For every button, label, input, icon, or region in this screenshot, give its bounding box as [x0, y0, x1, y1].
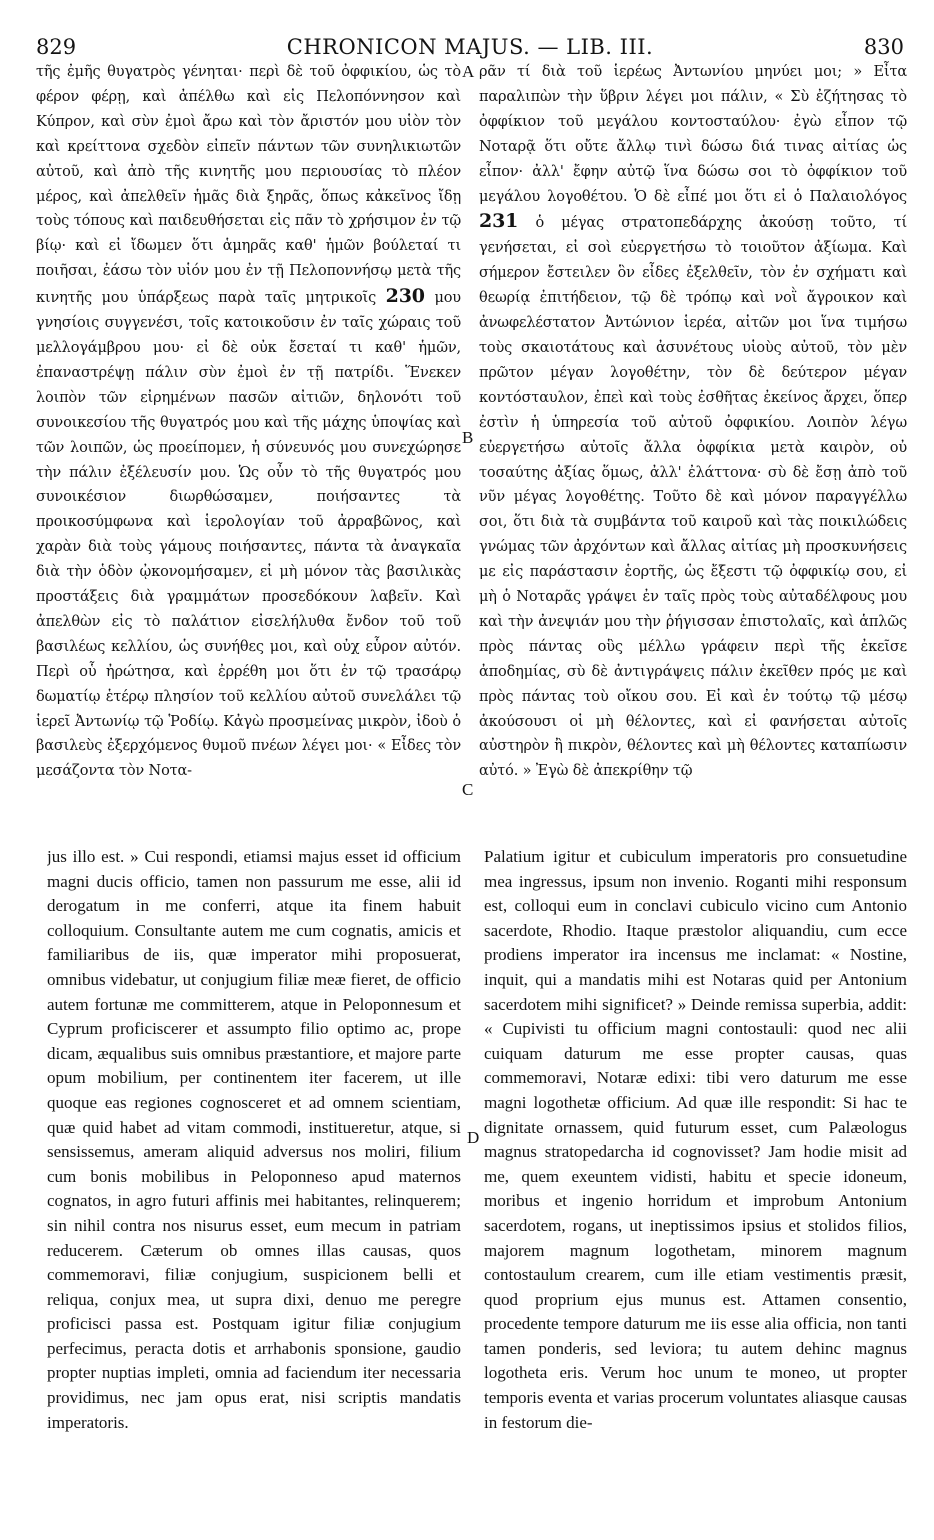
margin-letter-c: C — [462, 780, 474, 799]
latin-left-paragraph: jus illo est. » Cui respondi, etiamsi majus esset id officium magni ducis officio, tamen non passurum me esse, alii id derogatum in me conferri, atque ita finem habuit colloquium. Consultante autem me cum cognatis, amicis et familiaribus de iis, quæ imperator mihi proposuerat, omnibus videbatur, ut conjugium filiæ meæ fieret, de officio autem fortunæ me committerem, atque in Peloponnesum et Cyprum proficiscerer et assumpto filio optimo ac, prope dicam, æqualibus suis omnibus præstantiore, et majore parte opum mobilium, per continentem iter facerem, ut ille quoque eas regiones cognosceret et ad omnem scientiam, quæ quid habet ad vitam commodi, institueretur, atque, si sensissemus, ameram aliquid adversus nos moliri, filium cum bonis mobilibus in Peloponneso apud maternos cognatos, in agro futuri affinis mei habitantes, relinquerem; sin nihil contra nos nisurus esset, eum mecum in patriam reducerem. Cæterum ob omnes illas causas, quos commemoravi, filiæ conjugium, suspicionem belli et reliqua, conjux mea, ut supra dixi, denuo me peregre proficisci passa est. Postquam igitur filiæ conjugium perfecimus, peracta dotis et arrhabonis sponsione, gaudio propter nuptias impleti, omnia ad faciendum iter necessaria providimus, nec jam opus erat, nisi scriptis mandatis imperatoris. — [47, 847, 461, 1432]
latin-text-left-column — [47, 845, 461, 1497]
margin-letter-b: B — [462, 428, 474, 447]
column-number-231: 231 — [479, 210, 519, 233]
greek-right-paragraph — [479, 60, 907, 784]
greek-text-left-column — [36, 60, 461, 830]
margin-letter-d: D — [467, 1128, 480, 1147]
greek-left-text-2: μου γνησίοις συγγενέσι, τοῖς κατοικοῦσιν ἐν ταῖς χώραις τοῦ μελλογάμβρου μου· εἰ δὲ οὐκ ἔσεταί τι καθ' ἡμῶν, ἐπαναστρέψῃ πάλιν σὺν ἐμοὶ ἐν τῇ πατρίδι. Ἕνεκεν λοιπὸν τῶν εἰρημένων πασῶν αἰτιῶν, δηλονότι τοῦ συνοικεσίου τῆς θυγατρός μου καὶ τῆς μάχης ὑποψίας καὶ τῶν λοιπῶν, ὡς προείπομεν, ἡ σύνευνός μου συνεχώρησε τὴν πάλιν ἐξέλευσίν μου. Ὡς οὖν τὸ τῆς θυγατρός μου συνοικέσιον διωρθώσαμεν, ποιήσαντες τὰ προικοσύμφωνα καὶ ἱερολογίαν τοῦ ἀρραβῶνος, καὶ χαρὰν διὰ τοὺς γάμους ποιήσαντες, πάντα τὰ ἀναγκαῖα διὰ τὴν ὁδὸν ᾠκονομήσαμεν, εἰ μὴ μόνον τὰς βασιλικὰς προστάξεις διὰ γραμμάτων προσεδόκουν λαβεῖν. Καὶ ἀπελθὼν εἰς τὸ παλάτιον εἰσελήλυθα ἔνδον τοῦ τοῦ βασιλέως κελλίου, ὡς συνήθες μοι, καὶ οὐχ εὗρον αὐτόν. Περὶ οὗ ἠρώτησα, καὶ ἐρρέθη μοι ὅτι ἐν τῷ τρασάρῳ δωματίῳ ἑτέρῳ πλησίον τοῦ κελλίου αὐτοῦ συνελάλει τῷ ἱερεῖ Ἀντωνίῳ τῷ Ῥοδίῳ. Κἀγὼ προσμείνας μικρὸν, ἰδοὺ ὁ βασιλεὺς ἐξερχόμενος θυμοῦ πνέων λέγει μοι· « Εἶδες τὸν μεσάζοντα τὸν Νοτα- — [36, 290, 461, 780]
greek-left-paragraph — [36, 60, 461, 784]
greek-text-right-column — [479, 60, 907, 830]
latin-text-right-column — [484, 845, 907, 1497]
column-number-230: 230 — [385, 285, 425, 308]
greek-left-text-1: τῆς ἐμῆς θυγατρὸς γένηται· περὶ δὲ τοῦ ὀφφικίου, ὡς τὸ φέρον φέρῃ, καὶ ἀπέλθω καὶ εἰς Πελοπόννησον καὶ Κύπρον, καὶ σὺν ἐμοὶ ἄρω καὶ τὸν ἄριστόν μου υἱὸν τὸν καὶ κρείττονα σχεδὸν εἰπεῖν πάντων τῶν συνηλικιωτῶν αὐτοῦ, καὶ ἀπὸ τῆς κινητῆς μου περιουσίας τὸ πλέον μέρος, καὶ ἀπελθεῖν ἡμᾶς διὰ ξηρᾶς, ὅπως κἀκεῖνος ἴδῃ τοὺς τόπους καὶ παιδευθήσεται εἰς πᾶν τὸ χρήσιμον ἐν τῷ βίῳ· καὶ εἰ ἴδωμεν ὅτι ἁμηρᾶς καθ' ἡμῶν βούλεταί τι ποιῆσαι, ἐάσω τὸν υἱόν μου ἐν τῇ Πελοποννήσῳ μετὰ τῆς κινητῆς μου ὑπάρξεως παρὰ ταῖς μητρικοῖς — [36, 64, 461, 307]
greek-right-text-2: ὁ μέγας στρατοπεδάρχης ἀκούσῃ τοῦτο, τί γενήσεται, εἰ σοὶ εὐεργετήσω τὸ τοιοῦτον ἀξίωμα. Καὶ σήμερον ἔστειλεν ὃν εἶδες ἐξελθεῖν, τὸν ἐν σχήματι καὶ θεωρίᾳ ἐπιτήδειον, τῷ δὲ τρόπῳ καὶ νοῒ ἄγροικον καὶ ἀνωφελέστατον Ἀντώνιον ἱερέα, αἰτῶν μοι ἵνα τιμήσω τοὺς σκαιοτάτους καὶ ἀσυνέτους υἱοὺς αὐτοῦ, τὸν μὲν πρῶτον μέγαν λογοθέτην, τὸν δὲ δεύτερον μέγαν κοντόσταυλον, ἐπεὶ καὶ τοὺς ἐσθῆτας ἐκείνος ἄρχει, ὅπερ ἐστὶν ἡ ὑπηρεσία τοῦ αὐτοῦ ὀφφικίου. Λοιπὸν λέγω εὐεργετήσω αὐτοῖς ἄλλα ὀφφίκια μετὰ καιρὸν, οὐ τοσαύτης ἀξίας ὅμως, ἀλλ' ἐλάττονα· σὺ δὲ ἔσῃ ἀπὸ τοῦ νῦν μέγας λογοθέτης. Τοῦτο δὲ καὶ μόνον παραγγέλλω σοι, ὅτι διὰ τὰ συμβάντα τοῦ καιροῦ καὶ τὰς ποικιλώδεις γνώμας τῶν ἀρχόντων καὶ ἄλλας αἰτίας μὴ προσκυνήσεις με εἰς παράστασιν ἑορτῆς, ὡς ἔξεστι τῷ ὀφφικίῳ σου, εἰ μὴ ὁ Νοταρᾶς γράψει ἐν ταῖς πρὸς τοὺς αὐταδέλφους μου καὶ τὴν ἀνεψιάν μου τὴν ῥήγισσαν ἐπιστολαῖς, καὶ ἁπλῶς πρὸς πάντας οὓς μέλλω γράφειν περὶ τῆς ἐκεῖσε ἀποδημίας, σὺ δὲ ἀντιγράψεις πάλιν ἐκεῖθεν πρός με καὶ πρὸς πάντας τοὺ οἴκου σου. Εἰ καὶ ἐν τούτῳ τῷ μέσῳ ἀκούσουσι οἱ μὴ θέλοντες, καὶ εἰ φανήσεται αὐτοῖς αὐστηρὸν ἢ πικρὸν, θέλοντες καὶ μὴ θέλοντες καταπίωσιν αὐτό. » Ἐγὼ δὲ ἀπεκρίθην τῷ — [479, 215, 907, 780]
page-number-right: 830 — [863, 35, 904, 59]
margin-letter-a: A — [462, 62, 475, 81]
page-number-left: 829 — [36, 35, 77, 59]
greek-right-text-1: ρᾶν τί διὰ τοῦ ἱερέως Ἀντωνίου μηνύει μοι; » Εἶτα παραλιπὼν τὴν ὕβριν λέγει μοι πάλιν, « Σὺ ἐζήτησας τὸ ὀφφίκιον τοῦ μεγάλου κοντοσταύλου· ἐγὼ εἶπον τῷ Νοταρᾷ ὅτι οὔτε ἄλλῳ τινὶ δώσω διά τινας αἰτίας ὡς εἶπον· ἀλλ' ἔφην αὐτῷ ἵνα δώσω σοι τὸ ὀφφίκιον τοῦ μεγάλου λογοθέτου. Ὁ δὲ εἶπέ μοι ὅτι εἰ ὁ Παλαιολόγος — [479, 64, 907, 205]
running-title: CHRONICON MAJUS. — LIB. III. — [286, 35, 654, 59]
latin-right-paragraph: Palatium igitur et cubiculum imperatoris pro consuetudine mea ingressus, ipsum non invenio. Roganti mihi responsum est, colloqui eum in conclavi cubiculo vicino cum Antonio sacerdote, Rhodio. Itaque præstolor aliquandiu, cum ecce prodiens imperator ira incensus me inclamat: « Nostine, inquit, qui a mandatis mihi est Notaras quid per Antonium sacerdotem mihi significet? » Deinde remissa superbia, addit: « Cupivisti tu officium magni contostauli: quod nec alii cuiquam daturum me esse propter causas, quas commemoravi, Notaræ edixi: tibi vero daturum me esse magni logothetæ officium. Ad quæ ille respondit: Si hac te dignitate ornassem, quid futurum esset, cum Palæologus magnus stratopedarcha id cognovisset? Jam hodie misit ad me, quem exeuntem vidisti, habitu et specie idoneum, moribus et ingenio horridum et improbum Antonium sacerdotem, rogans, ut ineptissimos ipsius et stolidos filios, majorem magnum logothetam, minorem magnum contostaulum crearem, cum ille etiam vestimentis præsit, quod proprium ejus munus est. Attamen consentio, procedente tempore daturum me iis esse alia officia, non tanti tamen ponderis, sed leviora; tu autem dehinc magnus logotheta eris. Verum hoc unum te moneo, ut propter temporis eventa et varias procerum voluntates aliasque causas in festorum die- — [484, 847, 907, 1432]
running-header — [36, 34, 904, 60]
